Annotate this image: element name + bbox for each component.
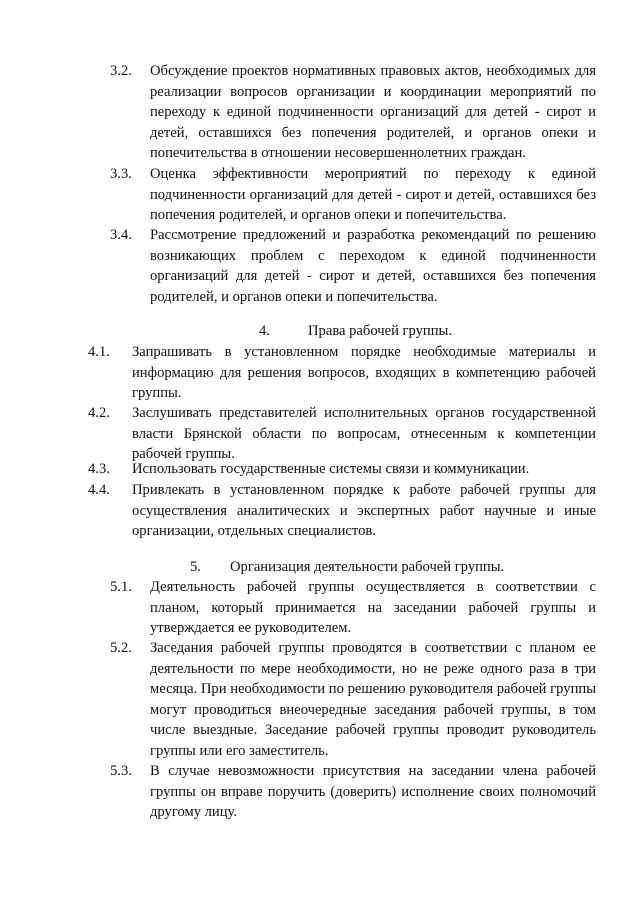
clause-number: 4.2. (88, 405, 110, 421)
section-4-heading (259, 321, 452, 342)
section-5-heading (190, 557, 505, 578)
clause-text: Привлекать в установленном порядке к работе рабочей группы для осуществления аналитических и экспертных работ научные и иные организации, отдельных специалистов. (132, 482, 596, 539)
clause-text: Заседания рабочей группы проводятся в соответствии с планом ее деятельности по мере необходимости, но не реже одного раза в три месяца. При необходимости по решению руководителя рабочей группы могут проводиться внеочередные заседания рабочей группы, в том числе выездные. Заседание рабочей группы проводит руководитель группы или его заместитель. (150, 640, 596, 759)
section-title: Организация деятельности рабочей группы. (230, 559, 505, 575)
clause-text: Деятельность рабочей группы осуществляется в соответствии с планом, который принимается на заседании рабочей группы и утверждается ее руководителем. (150, 579, 596, 636)
clause-number: 3.3. (110, 166, 132, 182)
clause-number: 5.2. (110, 640, 132, 656)
clause-text: Обсуждение проектов нормативных правовых актов, необходимых для реализации вопросов организации и координации мероприятий по переходу к единой подчиненности организаций для детей - сирот и детей, оставшихся без попечения родителей, и органов опеки и попечительства в отношении несовершеннолетних граждан. (150, 63, 596, 161)
section-number: 4. (259, 323, 270, 339)
clause-number: 4.3. (88, 461, 110, 477)
section-title: Права рабочей группы. (308, 323, 452, 339)
clause-text: Оценка эффективности мероприятий по переходу к единой подчиненности организаций для детей - сирот и детей, оставшихся без попечения родителей, и органов опеки и попечительства. (150, 166, 596, 223)
clause-text: Заслушивать представителей исполнительных органов государственной власти Брянской области по вопросам, отнесенным к компетенции рабочей группы. (132, 405, 596, 462)
clause-text: Запрашивать в установленном порядке необходимые материалы и информацию для решения вопросов, входящих в компетенцию рабочей группы. (132, 344, 596, 401)
clause-number: 4.4. (88, 482, 110, 498)
clause-number: 3.4. (110, 227, 132, 243)
section-number: 5. (190, 559, 201, 575)
clause-number: 5.3. (110, 763, 132, 779)
clause-text: Рассмотрение предложений и разработка рекомендаций по решению возникающих проблем с переходом к единой подчиненности организаций для детей - сирот и детей, оставшихся без попечения родителей, и органов опеки и попечительства. (150, 227, 596, 305)
clause-number: 3.2. (110, 63, 132, 79)
clause-number: 5.1. (110, 579, 132, 595)
clause-number: 4.1. (88, 344, 110, 360)
clause-text: В случае невозможности присутствия на заседании члена рабочей группы он вправе поручить (доверить) исполнение своих полномочий другому лицу. (150, 763, 596, 820)
clause-text: Использовать государственные системы связи и коммуникации. (132, 461, 530, 477)
